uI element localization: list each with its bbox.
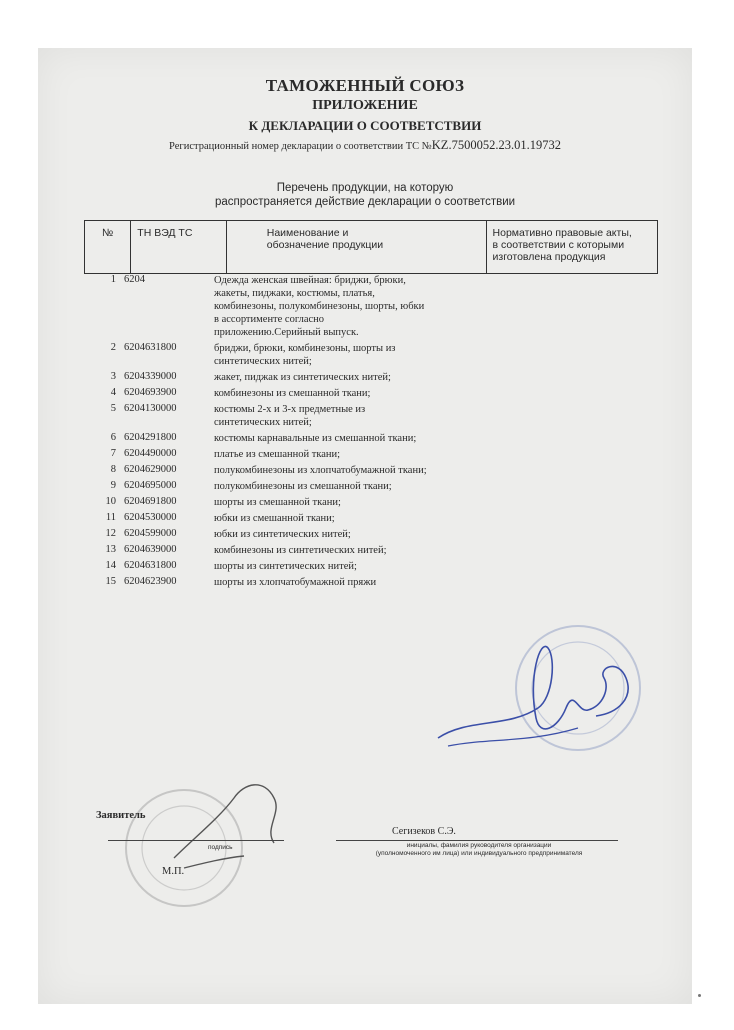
row-description-line: платье из смешанной ткани; <box>214 449 341 460</box>
row-description-line: комбинезоны, полукомбинезоны, шорты, юбки <box>214 301 425 312</box>
row-number: 5 <box>110 403 116 414</box>
list-title-line2: распространяется действие декларации о соответствии <box>214 196 516 208</box>
row-number: 10 <box>105 496 116 507</box>
row-code: 6204623900 <box>124 576 177 587</box>
table-row <box>84 371 644 384</box>
row-description-line: приложению.Серийный выпуск. <box>214 327 359 338</box>
seal-place-label: М.П. <box>162 866 185 877</box>
row-description-line: бриджи, брюки, комбинезоны, шорты из <box>214 343 396 354</box>
header-to-declaration: К ДЕКЛАРАЦИИ О СООТВЕТСТВИИ <box>248 118 482 133</box>
name-caption-line2: (уполномоченного им лица) или индивидуального предпринимателя <box>375 850 583 857</box>
row-code: 6204291800 <box>124 432 177 443</box>
header-annex: ПРИЛОЖЕНИЕ <box>312 98 418 113</box>
row-code: 6204631800 <box>124 560 177 571</box>
header-union: ТАМОЖЕННЫЙ СОЮЗ <box>265 76 465 95</box>
row-code: 6204695000 <box>124 480 177 491</box>
applicant-label: Заявитель <box>96 810 146 821</box>
row-description <box>214 576 474 589</box>
row-description-line: комбинезоны из смешанной ткани; <box>214 388 371 399</box>
row-number: 15 <box>105 576 116 587</box>
row-number: 2 <box>110 342 116 353</box>
row-description-line: шорты из смешанной ткани; <box>214 497 341 508</box>
signer-name: Сегизеков С.Э. <box>392 826 456 837</box>
registration-number: KZ.7500052.23.01.19732 <box>431 138 561 152</box>
table-row <box>84 528 644 541</box>
table-row <box>84 496 644 509</box>
row-description-line: костюмы 2-х и 3-х предметные из <box>214 404 366 415</box>
table-row <box>84 544 644 557</box>
table-row <box>84 512 644 525</box>
table-row <box>84 432 644 445</box>
scan-speck <box>698 994 701 997</box>
row-description-line: костюмы карнавальные из смешанной ткани; <box>214 433 417 444</box>
row-description <box>214 560 474 573</box>
row-number: 13 <box>105 544 116 555</box>
col-norm-header: Нормативно правовые акты, в соответствии с которыми изготовлена продукция <box>486 221 657 274</box>
row-description <box>214 274 474 339</box>
name-line <box>336 840 618 841</box>
row-number: 11 <box>105 512 116 523</box>
row-description <box>214 528 474 541</box>
table-row <box>84 274 644 339</box>
col-num-header: № <box>85 221 131 274</box>
row-description-line: шорты из синтетических нитей; <box>214 561 357 572</box>
table-row <box>84 403 644 429</box>
row-description-line: шорты из хлопчатобумажной пряжи <box>214 577 377 588</box>
row-description <box>214 432 474 445</box>
table-row <box>84 448 644 461</box>
row-description-line: Одежда женская швейная: бриджи, брюки, <box>214 275 406 286</box>
row-description-line: юбки из синтетических нитей; <box>214 529 351 540</box>
table-row <box>84 576 644 589</box>
table-row <box>84 480 644 493</box>
row-code: 6204639000 <box>124 544 177 555</box>
row-code: 6204490000 <box>124 448 177 459</box>
row-number: 12 <box>105 528 116 539</box>
row-description-line: синтетических нитей; <box>214 417 312 428</box>
row-number: 14 <box>105 560 116 571</box>
row-code: 6204530000 <box>124 512 177 523</box>
row-number: 8 <box>110 464 116 475</box>
row-description <box>214 512 474 525</box>
signature-caption: подпись <box>208 844 233 851</box>
row-number: 4 <box>110 387 116 398</box>
row-description <box>214 342 474 368</box>
table-header <box>84 220 658 274</box>
row-description-line: в ассортименте согласно <box>214 314 325 325</box>
row-description <box>214 403 474 429</box>
table-row <box>84 560 644 573</box>
row-number: 9 <box>110 480 116 491</box>
name-caption-line1: инициалы, фамилия руководителя организации <box>406 842 552 849</box>
row-description <box>214 464 474 477</box>
table-row <box>84 464 644 477</box>
row-description-line: синтетических нитей; <box>214 356 312 367</box>
document-page <box>38 48 692 1004</box>
registration-line <box>38 138 692 153</box>
col-code-header: ТН ВЭД ТС <box>131 221 226 274</box>
list-title-line1: Перечень продукции, на которую <box>276 182 454 194</box>
row-description <box>214 480 474 493</box>
row-description-line: юбки из смешанной ткани; <box>214 513 335 524</box>
table-row <box>84 387 644 400</box>
row-code: 6204 <box>124 274 145 285</box>
row-description <box>214 371 474 384</box>
row-code: 6204130000 <box>124 403 177 414</box>
row-description-line: полукомбинезоны из смешанной ткани; <box>214 481 392 492</box>
row-description-line: жакеты, пиджаки, костюмы, платья, <box>214 288 375 299</box>
row-number: 7 <box>110 448 116 459</box>
row-number: 1 <box>110 274 116 285</box>
row-description-line: жакет, пиджак из синтетических нитей; <box>214 372 391 383</box>
registration-label: Регистрационный номер декларации о соответствии ТС № <box>169 141 432 152</box>
row-description <box>214 544 474 557</box>
round-seal-stamp-icon <box>428 618 658 788</box>
row-description <box>214 496 474 509</box>
row-code: 6204339000 <box>124 371 177 382</box>
row-description <box>214 448 474 461</box>
row-code: 6204599000 <box>124 528 177 539</box>
col-name-header: Наименование и обозначение продукции <box>226 221 486 274</box>
row-code: 6204629000 <box>124 464 177 475</box>
row-number: 3 <box>110 371 116 382</box>
row-number: 6 <box>110 432 116 443</box>
table-row <box>84 342 644 368</box>
row-description-line: полукомбинезоны из хлопчатобумажной ткани; <box>214 465 427 476</box>
signature-line <box>108 840 284 841</box>
row-code: 6204691800 <box>124 496 177 507</box>
row-code: 6204693900 <box>124 387 177 398</box>
row-code: 6204631800 <box>124 342 177 353</box>
row-description <box>214 387 474 400</box>
row-description-line: комбинезоны из синтетических нитей; <box>214 545 387 556</box>
